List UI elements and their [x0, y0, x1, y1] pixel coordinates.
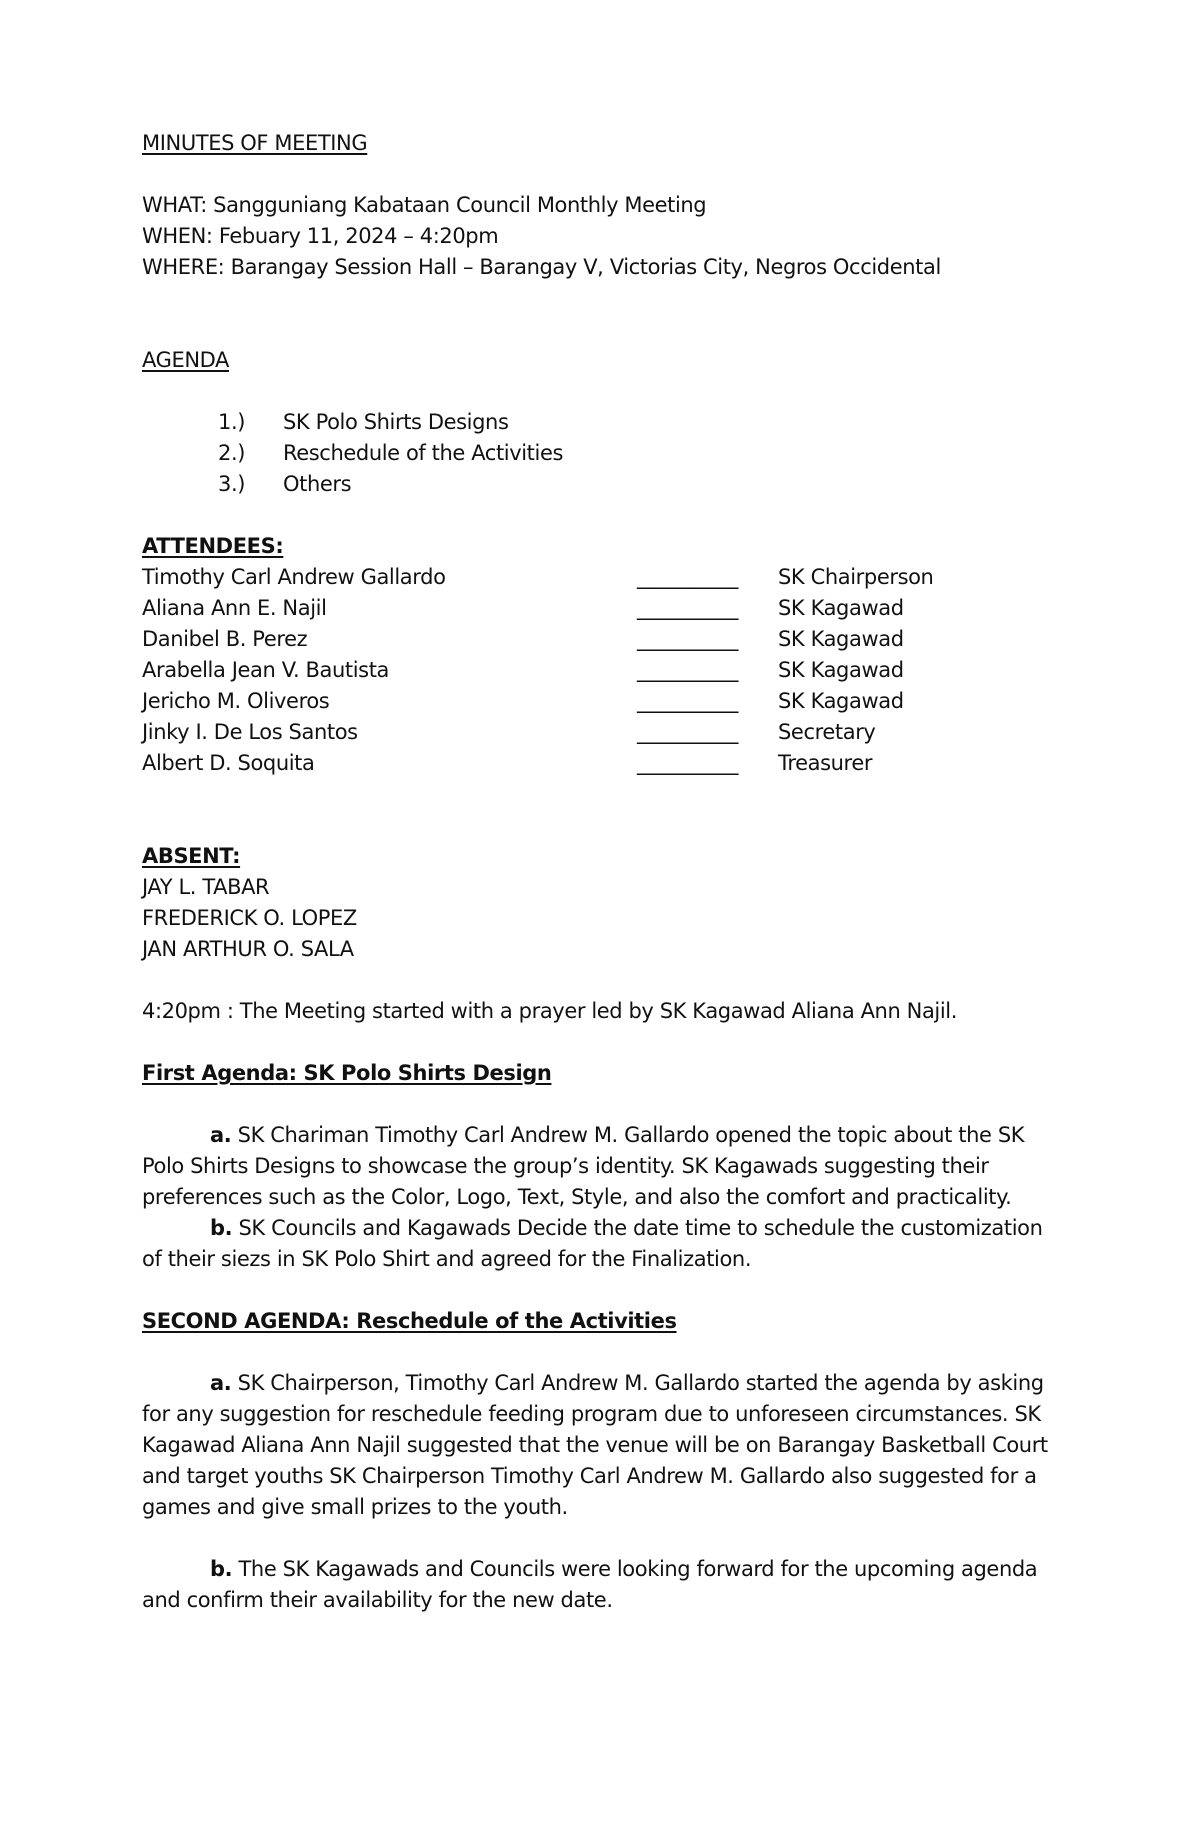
attendee-name: Jinky I. De Los Santos [142, 720, 358, 744]
signature-line: __________ [637, 565, 739, 589]
agenda-item-text: Reschedule of the Activities [283, 441, 564, 465]
attendees-heading: ATTENDEES: [142, 534, 284, 558]
attendee-name: Timothy Carl Andrew Gallardo [142, 565, 446, 589]
item-text: The SK Kagawads and Councils were looking forward for the upcoming agenda and confirm their availability for the new date. [142, 1557, 1038, 1612]
absent-name: FREDERICK O. LOPEZ [142, 906, 357, 930]
second-agenda-item-a [142, 1368, 1062, 1523]
item-label: b. [210, 1216, 233, 1240]
second-agenda-item-b [142, 1554, 1062, 1616]
agenda-item [142, 407, 1062, 438]
second-agenda-heading: SECOND AGENDA: Reschedule of the Activities [142, 1309, 677, 1333]
attendee-row [142, 655, 1062, 686]
attendee-role: SK Kagawad [778, 658, 904, 682]
attendee-name: Arabella Jean V. Bautista [142, 658, 390, 682]
signature-line: __________ [637, 658, 739, 682]
document-title: MINUTES OF MEETING [142, 131, 368, 155]
attendee-row [142, 593, 1062, 624]
absent-heading: ABSENT: [142, 844, 241, 868]
signature-line: __________ [637, 751, 739, 775]
item-text: SK Chairperson, Timothy Carl Andrew M. Gallardo started the agenda by asking for any suggestion for reschedule feeding program due to unforeseen circumstances. SK Kagawad Aliana Ann Najil suggested that the venue will be on Barangay Basketball Court and target youths SK Chairperson Timothy Carl Andrew M. Gallardo also suggested for a games and give small prizes to the youth. [142, 1371, 1048, 1519]
agenda-item [142, 469, 1062, 500]
first-agenda-item-a [142, 1120, 1062, 1213]
attendee-name: Jericho M. Oliveros [142, 689, 330, 713]
attendee-row [142, 686, 1062, 717]
meeting-what: WHAT: Sangguniang Kabataan Council Monthly Meeting [142, 193, 707, 217]
attendee-name: Danibel B. Perez [142, 627, 308, 651]
item-text: SK Councils and Kagawads Decide the date time to schedule the customization of their siezs in SK Polo Shirt and agreed for the Finalization. [142, 1216, 1043, 1271]
attendee-role: Secretary [778, 720, 876, 744]
document-page [142, 128, 1062, 1616]
agenda-heading: AGENDA [142, 348, 230, 372]
signature-line: __________ [637, 720, 739, 744]
item-label: a. [210, 1371, 232, 1395]
agenda-item-text: Others [283, 472, 352, 496]
attendee-name: Aliana Ann E. Najil [142, 596, 327, 620]
first-agenda-heading: First Agenda: SK Polo Shirts Design [142, 1061, 552, 1085]
absent-name: JAY L. TABAR [142, 875, 270, 899]
attendee-role: SK Chairperson [778, 565, 934, 589]
first-agenda-item-b [142, 1213, 1062, 1275]
attendee-row [142, 748, 1062, 779]
item-text: SK Chariman Timothy Carl Andrew M. Gallardo opened the topic about the SK Polo Shirts Designs to showcase the group’s identity. SK Kagawads suggesting their preferences such as the Color, Logo, Text, Style, and also the comfort and practicality. [142, 1123, 1025, 1209]
signature-line: __________ [637, 596, 739, 620]
attendee-role: Treasurer [778, 751, 873, 775]
attendee-role: SK Kagawad [778, 596, 904, 620]
attendee-name: Albert D. Soquita [142, 751, 315, 775]
absent-name: JAN ARTHUR O. SALA [142, 937, 354, 961]
item-label: a. [210, 1123, 232, 1147]
item-label: b. [210, 1557, 233, 1581]
agenda-item-number: 3.) [218, 472, 246, 496]
attendee-row [142, 562, 1062, 593]
meeting-when: WHEN: Febuary 11, 2024 – 4:20pm [142, 224, 499, 248]
attendee-row [142, 624, 1062, 655]
meeting-where: WHERE: Barangay Session Hall – Barangay V, Victorias City, Negros Occidental [142, 255, 941, 279]
attendee-row [142, 717, 1062, 748]
agenda-item-number: 2.) [218, 441, 246, 465]
agenda-list [142, 407, 1062, 500]
agenda-item-text: SK Polo Shirts Designs [283, 410, 509, 434]
attendee-role: SK Kagawad [778, 689, 904, 713]
attendee-role: SK Kagawad [778, 627, 904, 651]
attendees-list [142, 562, 1062, 779]
agenda-item-number: 1.) [218, 410, 246, 434]
agenda-item [142, 438, 1062, 469]
meeting-opening: 4:20pm : The Meeting started with a prayer led by SK Kagawad Aliana Ann Najil. [142, 999, 958, 1023]
signature-line: __________ [637, 627, 739, 651]
signature-line: __________ [637, 689, 739, 713]
